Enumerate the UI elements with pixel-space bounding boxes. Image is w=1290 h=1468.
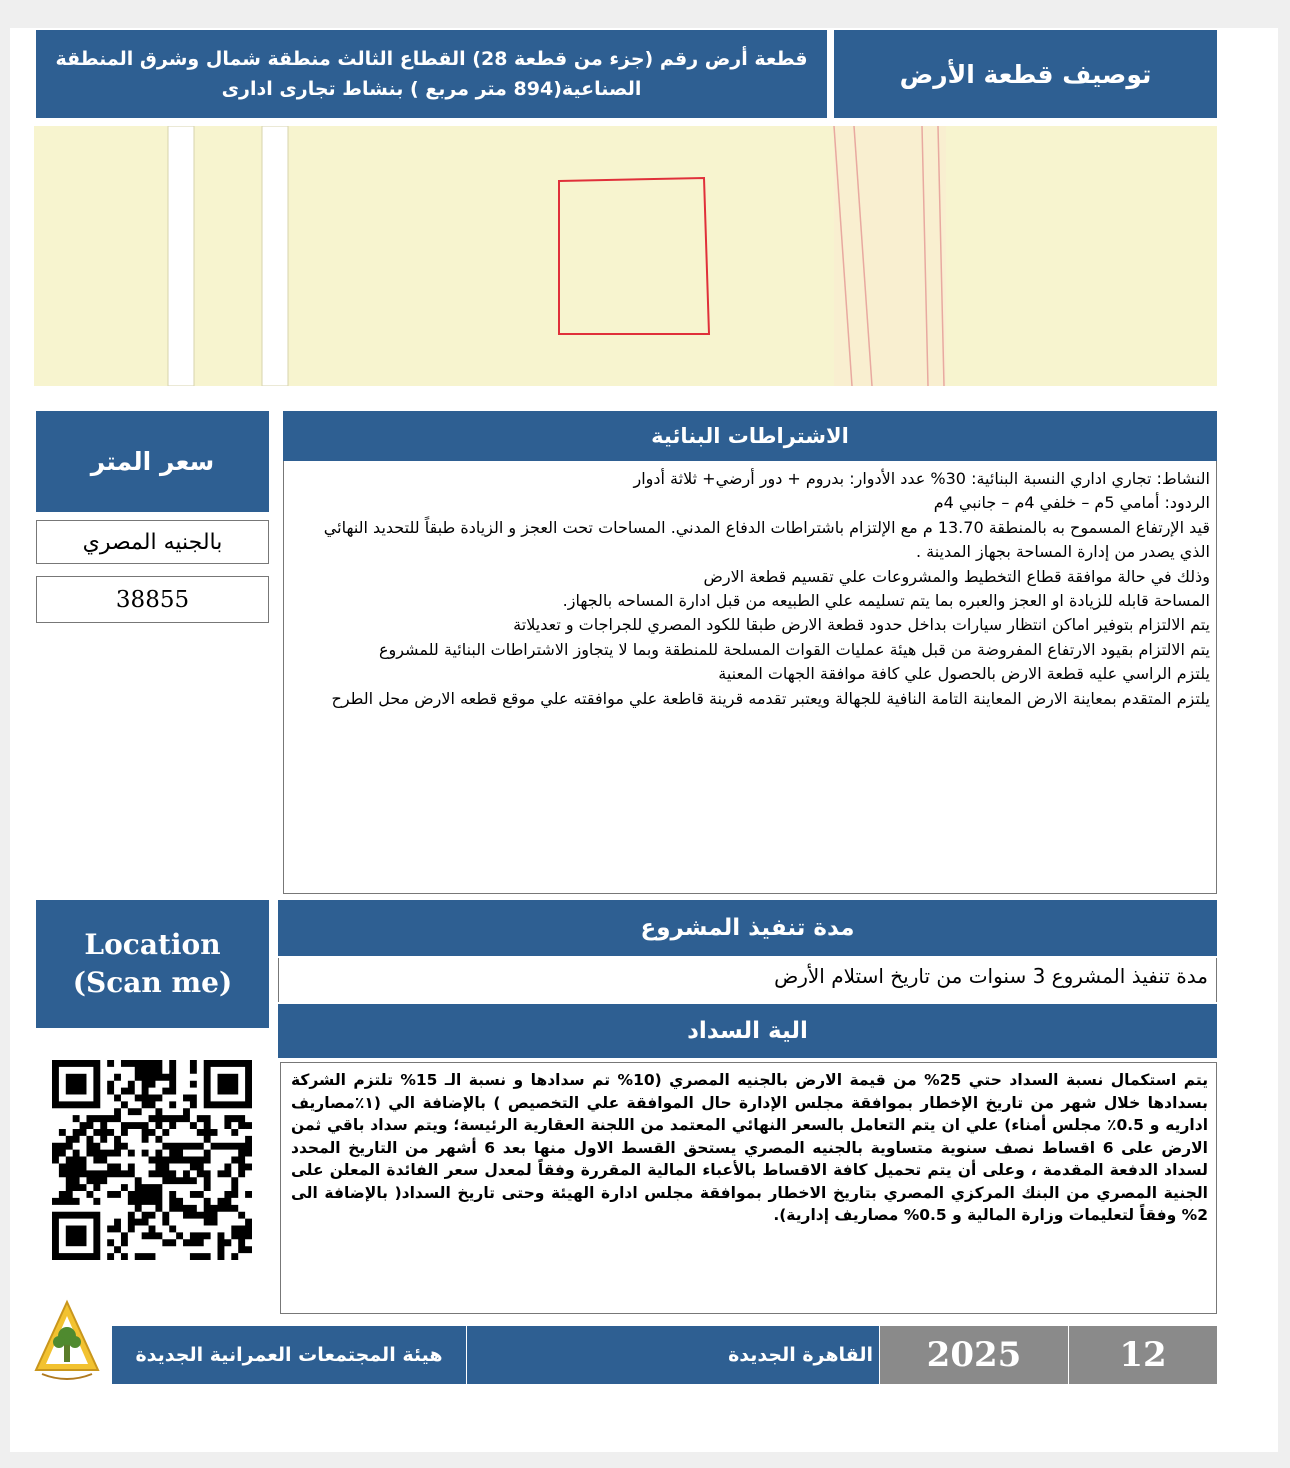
building-conditions-list [284,461,1216,711]
condition-item: النشاط: تجاري اداري النسبة البنائية: 30% عدد الأدوار: بدروم + دور أرضي+ ثلاثة أدوار [633,469,1210,488]
price-value-text: 38855 [115,586,190,613]
condition-item: قيد الإرتفاع المسموح به بالمنطقة 13.70 م مع الإلتزام باشتراطات الدفاع المدني. المساحات تحت العجز و الزيادة طبقاً للتحديد النهائي الذي يصدر من إدارة المساحة بجهاز المدينة . [323,517,1210,562]
location-subtitle: (Scan me) [72,966,233,999]
footer-page-number [1069,1326,1217,1384]
condition-item: يلتزم الراسي عليه قطعة الارض بالحصول علي كافة موافقة الجهات المعنية [718,664,1210,684]
site-map-drawing [34,126,1217,386]
ncua-logo-icon [32,1298,102,1382]
location-title: Location [84,928,221,961]
execution-duration-value [278,958,1217,1002]
payment-method-header-text: الية السداد [687,1018,808,1044]
condition-item: وذلك في حالة موافقة قطاع التخطيط والمشروعات علي تقسيم قطعة الارض [703,566,1210,586]
footer-authority-text: هيئة المجتمعات العمرانية الجديدة [135,1344,443,1366]
footer-authority [112,1326,466,1384]
payment-method-header [278,1004,1217,1058]
footer-page-number-text: 12 [1119,1335,1167,1375]
land-description-header [36,30,827,118]
footer-year-text: 2025 [926,1335,1022,1375]
price-currency-text: بالجنيه المصري [82,529,223,555]
road-left [168,126,194,386]
execution-duration-text: مدة تنفيذ المشروع 3 سنوات من تاريخ استلام الأرض [774,964,1208,988]
condition-item: يتم الالتزام بتوفير اماكن انتظار سيارات بداخل حدود قطعة الارض طبقا للكود المصري للجراجات و تعديلاتة [513,615,1210,635]
footer-city [467,1326,879,1384]
road-middle [262,126,288,386]
location-header [36,900,269,1028]
price-currency [36,520,269,564]
road-right [834,126,946,386]
building-conditions-header [283,411,1217,461]
land-description-title [834,30,1217,118]
payment-details-text: يتم استكمال نسبة السداد حتي 25% من قيمة الارض بالجنيه المصري (10% تم سدادها و نسبة الـ 15% تلتزم الشركة بسدادها خلال شهر من تاريخ الإخطار بموافقة مجلس الإدارة حال الموافقة علي التخصيص ) بالإضافة الي (١٪مصاريف اداريه و 0.5٪ مجلس أمناء) علي ان يتم التعامل بالسعر النهائي المعتمد من اللجنة العقارية الرئيسة؛ ويتم سداد باقي ثمن الارض على 6 اقساط نصف سنوية متساوية بالجنيه المصري يستحق القسط الاول منها بعد 6 أشهر من التاريخ المحدد لسداد الدفعة المقدمة ، وعلى أن يتم تحميل كافة الاقساط بالأعباء المالية المقررة وفقاً لمعدل سعر الفائدة المعلن على الجنية المصري من البنك المركزي المصري بتاريخ الاخطار بموافقة مجلس ادارة الهيئة وحتى تاريخ السداد( بالإضافة الى 2% وفقاً لتعليمات وزارة المالية و 0.5% مصاريف إدارية). [291,1071,1209,1224]
land-description-line1: قطعة أرض رقم (جزء من قطعة 28) القطاع الثالث منطقة شمال وشرق المنطقة [55,48,808,70]
land-description-line2: الصناعية(894 متر مربع ) بنشاط تجارى ادارى [221,78,642,100]
site-map [34,126,1217,386]
authority-logo [32,1298,102,1382]
qr-code-icon [52,1060,252,1260]
condition-item: الردود: أمامي 5م – خلفي 4م – جانبي 4م [933,493,1210,513]
execution-duration-header-text: مدة تنفيذ المشروع [640,915,855,941]
condition-item: المساحة قابله للزيادة او العجز والعبره بما يتم تسليمه علي الطبيعه من قبل ادارة المساحه بالجهاز. [562,591,1210,611]
condition-item: يتم الالتزام بقيود الارتفاع المفروضة من قبل هيئة عمليات القوات المسلحة للمنطقة وبما لا يتجاوز الاشتراطات البنائية للمشروع [378,639,1210,659]
price-per-meter-header-text: سعر المتر [90,447,215,476]
price-value [36,576,269,623]
footer-year [880,1326,1068,1384]
footer-city-text: القاهرة الجديدة [728,1344,873,1366]
land-description-title-text: توصيف قطعة الأرض [899,59,1152,89]
payment-details-box [280,1062,1217,1314]
execution-duration-header [278,900,1217,956]
qr-code[interactable] [52,1060,252,1260]
price-per-meter-header [36,411,269,512]
condition-item: يلتزم المتقدم بمعاينة الارض المعاينة التامة النافية للجهالة ويعتبر تقدمه قرينة قاطعة علي موافقته علي موقع قطعه الارض محل الطرح [331,688,1210,708]
page [10,28,1278,1452]
building-conditions-box [283,411,1217,894]
building-conditions-header-text: الاشتراطات البنائية [651,424,849,448]
plot-outline [559,178,709,334]
